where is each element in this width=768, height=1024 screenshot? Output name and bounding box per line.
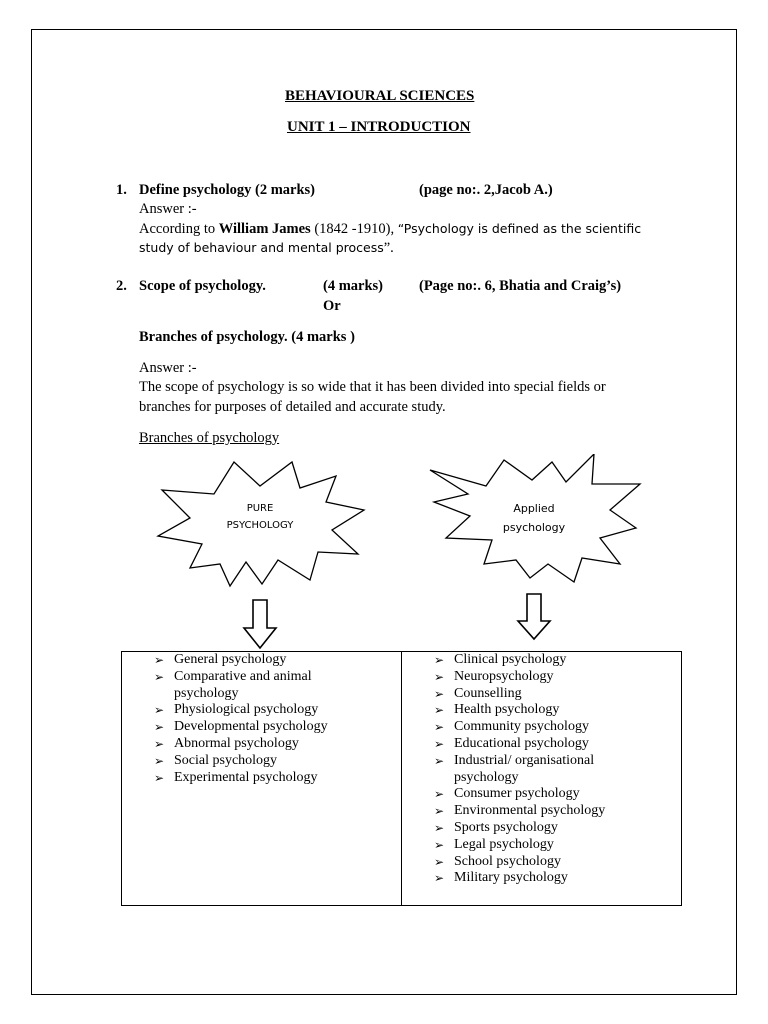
list-item-text: Health psychology	[454, 702, 560, 718]
q1-answer-line-1	[139, 219, 641, 239]
pure-label-line-1: PURE	[246, 503, 274, 514]
list-item-text: psychology	[454, 769, 519, 785]
list-item-text: Consumer psychology	[454, 786, 580, 802]
arrow-bullet-icon: ➢	[434, 804, 445, 819]
list-item	[402, 870, 681, 887]
q2-marks: (4 marks)	[323, 278, 384, 294]
arrow-bullet-icon: ➢	[434, 669, 445, 684]
list-item	[122, 702, 401, 719]
arrow-bullet-icon: ➢	[434, 820, 445, 835]
q1-answer-quote-2: study of behaviour and mental process	[139, 240, 384, 255]
arrow-bullet-icon: ➢	[154, 703, 165, 718]
arrow-bullet-icon: ➢	[434, 653, 445, 667]
list-item-text: General psychology	[174, 652, 287, 667]
list-item	[402, 854, 681, 871]
branches-table	[121, 651, 682, 906]
list-item	[402, 803, 681, 820]
list-item	[122, 669, 401, 703]
arrow-bullet-icon: ➢	[434, 686, 445, 701]
arrow-bullet-icon: ➢	[434, 753, 445, 768]
applied-label-line-2: psychology	[502, 521, 566, 534]
list-item-text: Physiological psychology	[174, 702, 319, 718]
q1-answer-author: William James	[218, 221, 311, 237]
q2-or: Or	[323, 298, 341, 314]
list-item	[402, 702, 681, 719]
list-item-text: Developmental psychology	[174, 719, 328, 735]
applied-down-arrow-icon	[515, 592, 553, 642]
q2-number: 2.	[116, 278, 127, 294]
applied-psychology-label	[484, 499, 584, 537]
q2-answer-line-2: branches for purposes of detailed and accurate study.	[139, 399, 446, 415]
q2-reference: (Page no:. 6, Bhatia and Craig’s)	[419, 278, 622, 294]
arrow-bullet-icon: ➢	[434, 837, 445, 852]
q1-answer-years: (1842 -1910),	[310, 221, 398, 237]
arrow-bullet-icon: ➢	[434, 703, 445, 718]
arrow-bullet-icon: ➢	[434, 854, 445, 869]
subject-title: BEHAVIOURAL SCIENCES	[285, 88, 475, 104]
list-item	[402, 669, 681, 686]
list-item-text: Comparative and animal	[174, 668, 312, 684]
list-item-text: Counselling	[454, 685, 522, 701]
list-item-text: Sports psychology	[454, 819, 558, 835]
unit-title: UNIT 1 – INTRODUCTION	[287, 119, 471, 135]
arrow-bullet-icon: ➢	[154, 753, 165, 768]
q1-question: Define psychology (2 marks)	[139, 182, 316, 198]
q1-answer-label: Answer :-	[139, 201, 197, 217]
list-item-text: School psychology	[454, 853, 561, 869]
arrow-bullet-icon: ➢	[434, 787, 445, 802]
arrow-bullet-icon: ➢	[154, 720, 165, 735]
pure-branches-list	[122, 652, 401, 786]
list-item	[122, 719, 401, 736]
list-item	[122, 753, 401, 770]
list-item	[122, 736, 401, 753]
list-item	[122, 770, 401, 787]
list-item	[402, 736, 681, 753]
q1-answer-prefix: According to	[139, 221, 219, 237]
branches-heading: Branches of psychology	[139, 430, 280, 446]
arrow-bullet-icon: ➢	[434, 871, 445, 886]
applied-label-line-1: Applied	[513, 502, 555, 515]
list-item	[402, 786, 681, 803]
list-item-text: Community psychology	[454, 719, 589, 735]
arrow-bullet-icon: ➢	[154, 669, 165, 684]
q2-answer-label: Answer :-	[139, 360, 197, 376]
q1-answer-quote-end: ”.	[383, 240, 394, 256]
list-item-text: Environmental psychology	[454, 803, 606, 819]
list-item	[402, 719, 681, 736]
applied-branches-list	[402, 652, 681, 887]
list-item	[122, 652, 401, 669]
q1-number: 1.	[116, 182, 127, 198]
list-item	[402, 652, 681, 669]
list-item-text: Experimental psychology	[174, 769, 318, 785]
pure-branches-cell	[122, 652, 402, 906]
list-item-text: Legal psychology	[454, 836, 554, 852]
q2-answer-line-1: The scope of psychology is so wide that it has been divided into special fields or	[139, 379, 606, 395]
pure-label-line-2: PSYCHOLOGY	[226, 520, 294, 531]
list-item	[402, 686, 681, 703]
list-item-text: psychology	[174, 685, 239, 701]
q2-question: Scope of psychology.	[139, 278, 266, 294]
arrow-bullet-icon: ➢	[154, 770, 165, 785]
list-item-text: Educational psychology	[454, 735, 589, 751]
q1-answer-quote-1: “Psychology is defined as the scientific	[397, 221, 642, 236]
pure-psychology-label	[210, 500, 310, 534]
arrow-bullet-icon: ➢	[434, 736, 445, 751]
q2-alt-question: Branches of psychology. (4 marks )	[139, 329, 355, 345]
list-item-text: Military psychology	[454, 870, 568, 886]
list-item-text: Social psychology	[174, 752, 278, 768]
list-item-text: Abnormal psychology	[174, 735, 299, 751]
list-item	[402, 837, 681, 854]
list-item-text: Neuropsychology	[454, 668, 554, 684]
pure-down-arrow-icon	[241, 598, 279, 650]
arrow-bullet-icon: ➢	[434, 720, 445, 735]
q1-reference: (page no:. 2,Jacob A.)	[419, 182, 553, 198]
list-item-text: Clinical psychology	[454, 652, 567, 667]
applied-branches-cell	[402, 652, 682, 906]
arrow-bullet-icon: ➢	[154, 736, 165, 751]
q1-answer-line-2	[139, 238, 394, 258]
arrow-bullet-icon: ➢	[154, 653, 165, 667]
list-item	[402, 820, 681, 837]
list-item	[402, 753, 681, 787]
list-item-text: Industrial/ organisational	[454, 752, 595, 768]
